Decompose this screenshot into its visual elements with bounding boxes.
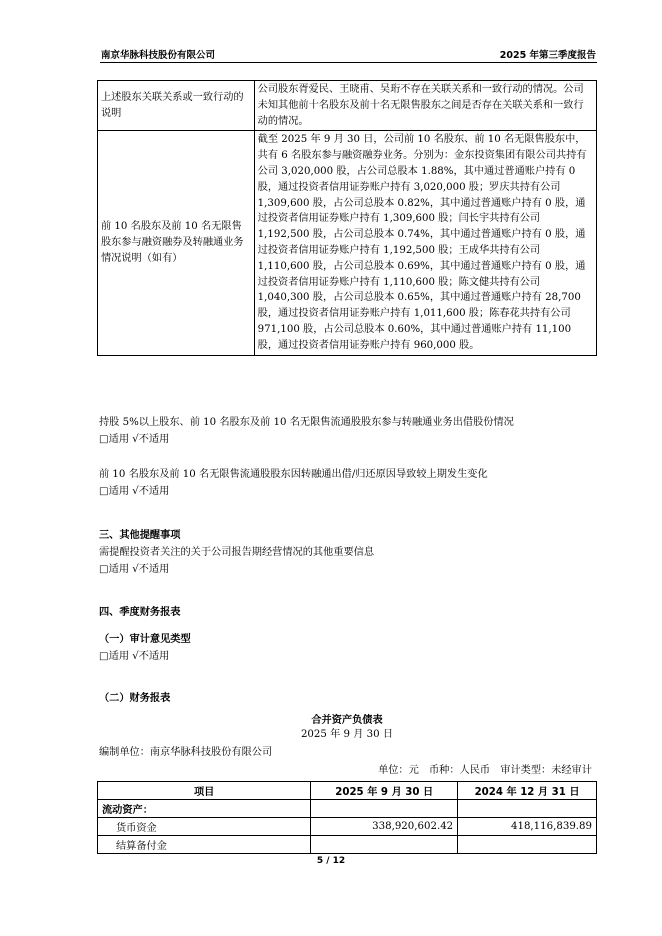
table-row (98, 818, 597, 836)
cell-value (458, 800, 597, 818)
row-item: 结算备付金 (98, 836, 311, 854)
column-header: 2024 年 12 月 31 日 (458, 782, 597, 800)
column-header: 项目 (98, 782, 311, 800)
lending-title: 持股 5%以上股东、前 10 名股东及前 10 名无限售流通股股东参与转融通业务出借股份情况 (99, 417, 514, 428)
change-option: □适用 √不适用 (99, 486, 170, 497)
row-label: 上述股东关联关系或一致行动的说明 (98, 81, 255, 131)
balance-sheet-table (97, 781, 597, 854)
table-row (98, 81, 597, 131)
cell-value (458, 836, 597, 854)
table-row (98, 836, 597, 854)
audit-option: □适用 √不适用 (99, 651, 170, 662)
header-rule (100, 62, 597, 63)
section3-option: □适用 √不适用 (99, 564, 170, 575)
preparer: 编制单位：南京华脉科技股份有限公司 (99, 747, 273, 758)
header-report-title: 2025 年第三季度报告 (499, 50, 596, 61)
table-row (98, 800, 597, 818)
row-text: 截至 2025 年 9 月 30 日，公司前 10 名股东、前 10 名无限售股东中，共有 6 名股东参与融资融券业务。分别为：金东投资集团有限公司共持有公司 3,020,000 股，占公司总股本 1.88%，其中通过普通账户持有 0 股，通过投资者信用证券账户持有 3,020,000 股；罗庆共持有公司 1,309,600 股，占公司总股本 0.82%，其中通过普通账户持有 0 股，通过投资者信用证券账户持有 1,309,600 股；闫长宇共持有公司 1,192,500 股，占公司总股本 0.74%，其中通过普通账户持有 0 股，通过投资者信用证券账户持有 1,192,500 股；王成华共持有公司 1,110,600 股，占公司总股本 0.69%，其中通过普通账户持有 0 股，通过投资者信用证券账户持有 1,110,600 股；陈文健共持有公司 1,040,300 股，占公司总股本 0.65%，其中通过普通账户持有 28,700 股，通过投资者信用证券账户持有 1,011,600 股；陈春花共持有公司 971,100 股，占公司总股本 0.60%，其中通过普通账户持有 11,100 股，通过投资者信用证券账户持有 960,000 股。 (254, 131, 596, 355)
statements-heading: （二）财务报表 (99, 693, 171, 704)
section3-heading: 三、其他提醒事项 (99, 530, 181, 541)
cell-value: 418,116,839.89 (458, 818, 597, 836)
section-label: 流动资产： (98, 800, 311, 818)
audit-heading: （一）审计意见类型 (99, 634, 191, 645)
cell-value: 338,920,602.42 (311, 818, 458, 836)
table-row (98, 131, 597, 355)
column-header: 2025 年 9 月 30 日 (311, 782, 458, 800)
change-title: 前 10 名股东及前 10 名无限售流通股股东因转融通出借/归还原因导致较上期发生变化 (99, 469, 488, 480)
row-item: 货币资金 (98, 818, 311, 836)
balance-sheet-date: 2025 年 9 月 30 日 (300, 729, 394, 740)
row-text: 公司股东胥爱民、王晓甫、吴珩不存在关联关系和一致行动的情况。公司未知其他前十名股东及前十名无限售股东之间是否存在关联关系和一致行动的情况。 (254, 81, 596, 131)
section3-text: 需提醒投资者关注的关于公司报告期经营情况的其他重要信息 (99, 547, 375, 558)
unit-line: 单位：元 币种：人民币 审计类型：未经审计 (378, 765, 592, 776)
page-number: 5 / 12 (316, 856, 346, 866)
cell-value (311, 836, 458, 854)
lending-option: □适用 √不适用 (99, 434, 170, 445)
shareholder-relation-table (97, 80, 597, 356)
table-header-row (98, 782, 597, 800)
cell-value (311, 800, 458, 818)
header-company: 南京华脉科技股份有限公司 (101, 50, 216, 61)
row-label: 前 10 名股东及前 10 名无限售股东参与融资融券及转融通业务情况说明（如有） (98, 131, 255, 355)
balance-sheet-title: 合并资产负债表 (311, 715, 383, 726)
section4-heading: 四、季度财务报表 (99, 607, 181, 618)
